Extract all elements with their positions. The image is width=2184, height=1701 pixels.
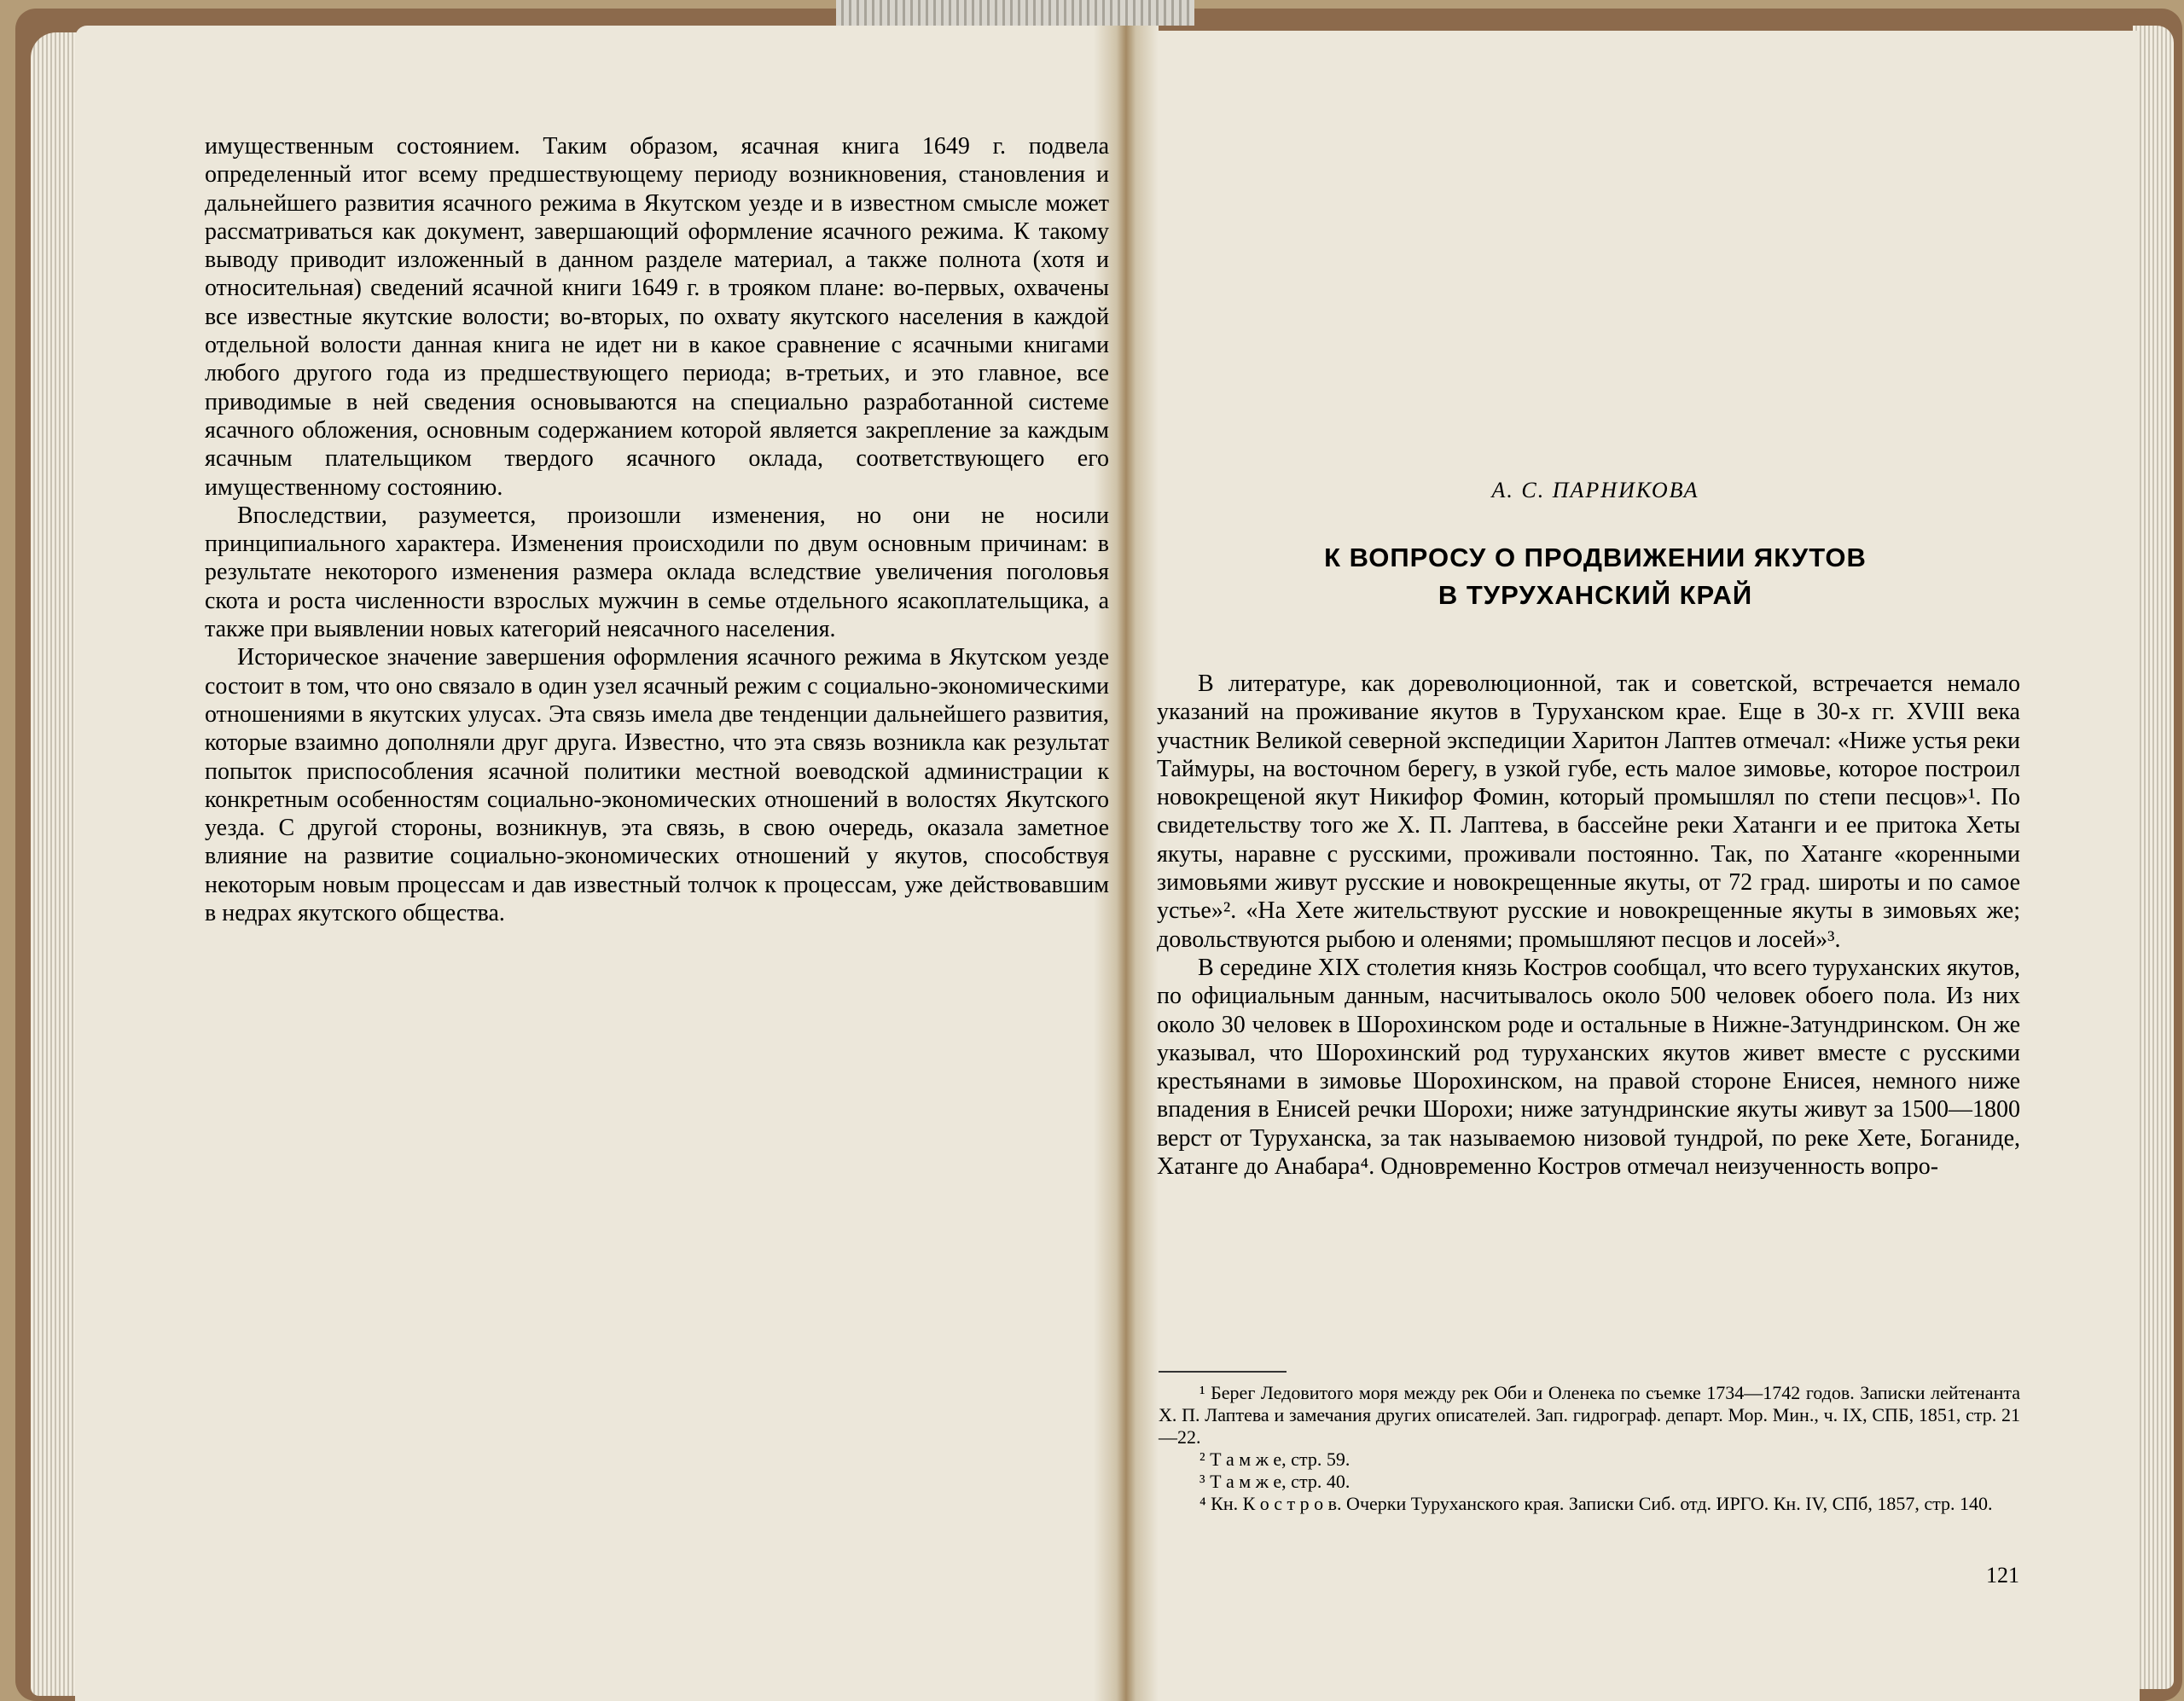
article-title-line-1: К ВОПРОСУ О ПРОДВИЖЕНИИ ЯКУТОВ	[1324, 543, 1867, 572]
right-paragraph: В литературе, как дореволюционной, так и советской, встречается немало указаний на проживание якутов в Туруханском крае. Еще в 30-х гг. XVIII века участник Великой северной экспедиции Харитон Лаптев отмечал: «Ниже устья реки Таймуры, на восточном берегу, в узкой губе, есть малое зимовье, которое построил новокрещеной якут Никифор Фомин, который промышлял по степи песцов»¹. По свидетельству того же Х. П. Лаптева, в бассейне реки Хатанги и ее притока Хеты якуты, наравне с русскими, проживали постоянно. Так, по Хатанге «коренными зимовьями живут русские и новокрещенные якуты, от 72 град. широты и по самое устье»². «На Хете жительствуют русские и новокрещенные якуты в зимовьях же; довольствуются рыбою и оленями; промышляют песцов и лосей»³.	[1157, 671, 2020, 953]
footnote: ³ Т а м ж е, стр. 40.	[1199, 1471, 1350, 1492]
right-paragraph: В середине XIX столетия князь Костров сообщал, что всего туруханских якутов, по официальным данным, насчитывалось около 500 человек обоего пола. Из них около 30 человек в Шорохинском роде и остальные в Нижне-Затундринском. Он же указывал, что Шорохинский род туруханских якутов живет вместе с русскими крестьянами в зимовье Шорохинском, на правой стороне Енисея, немного ниже впадения в Енисей речки Шорохи; ниже затундринские якуты живут за 1500—1800 верст от Туруханска, за так называемою низовой тундрой, по реке Хете, Боганиде, Хатанге до Анабара⁴. Одновременно Костров отмечал неизученность вопро-	[1157, 954, 2020, 1181]
footnote: ¹ Берег Ледовитого моря между рек Оби и Оленека по съемке 1734—1742 годов. Записки лейтенанта Х. П. Лаптева и замечания других описателей. Зап. гидрограф. департ. Мор. Мин., ч. IX, СПБ, 1851, стр. 21—22.	[1159, 1382, 2020, 1448]
article-header	[1143, 478, 2048, 614]
article-author: А. С. ПАРНИКОВА	[1491, 478, 1699, 502]
left-paragraph: Историческое значение завершения оформления ясачного режима в Якутском уезде состоит в том, что оно связало в один узел ясачный режим с социально-экономическими отношениями в якутских улусах. Эта связь имела две тенденции дальнейшего развития, которые взаимно дополняли друг друга. Известно, что эта связь возникла как результат попыток приспособления ясачной политики местной воеводской администрации к конкретным особенностям социально-экономических отношений в волостях Якутского уезда. С другой стороны, возникнув, эта связь, в свою очередь, оказала заметное влияние на развитие социально-экономических отношений у якутов, способствуя некоторым новым процессам и дав известный толчок к процессам, уже действовавшим в недрах якутского общества.	[205, 644, 1109, 927]
footnote-rule	[1159, 1371, 1287, 1373]
left-paragraph: имущественным состоянием. Таким образом, ясачная книга 1649 г. подвела определенный итог всему предшествующему периоду возникновения, становления и дальнейшего развития ясачного режима в Якутском уезде и в известном смысле может рассматриваться как документ, завершающий оформление ясачного режима. К такому выводу приводит изложенный в данном разделе материал, а также полнота (хотя и относительная) сведений ясачной книги 1649 г. в трояком плане: во-первых, охвачены все известные якутские волости; во-вторых, по охвату якутского населения в каждой отдельной волости данная книга не идет ни в какое сравнение с ясачными книгами любого другого года из предшествующего периода; в-третьих, и это главное, все приводимые в ней сведения основываются на специально разработанной системе ясачного обложения, основным содержанием которой является закрепление за каждым ясачным плательщиком твердого ясачного оклада, соответствующего его имущественному состоянию.	[205, 133, 1109, 501]
article-title-line-2: В ТУРУХАНСКИЙ КРАЙ	[1438, 580, 1753, 610]
page-number: 121	[1986, 1563, 2019, 1588]
right-page-text	[1157, 670, 2020, 1181]
left-page-text	[205, 132, 1109, 927]
left-paragraph: Впоследствии, разумеется, произошли изменения, но они не носили принципиального характера. Изменения происходили по двум основным причинам: в результате некоторого изменения размера оклада вследствие увеличения поголовья скота и роста численности взрослых мужчин в семье отдельного ясакоплательщика, а также при выявлении новых категорий неясачного населения.	[205, 502, 1109, 643]
footnote: ⁴ Кн. К о с т р о в. Очерки Туруханского края. Записки Сиб. отд. ИРГО. Кн. IV, СПб, 1857, стр. 140.	[1199, 1493, 1993, 1514]
book-headband	[836, 0, 1194, 26]
footnote: ² Т а м ж е, стр. 59.	[1199, 1448, 1350, 1470]
footnotes	[1159, 1382, 2020, 1515]
